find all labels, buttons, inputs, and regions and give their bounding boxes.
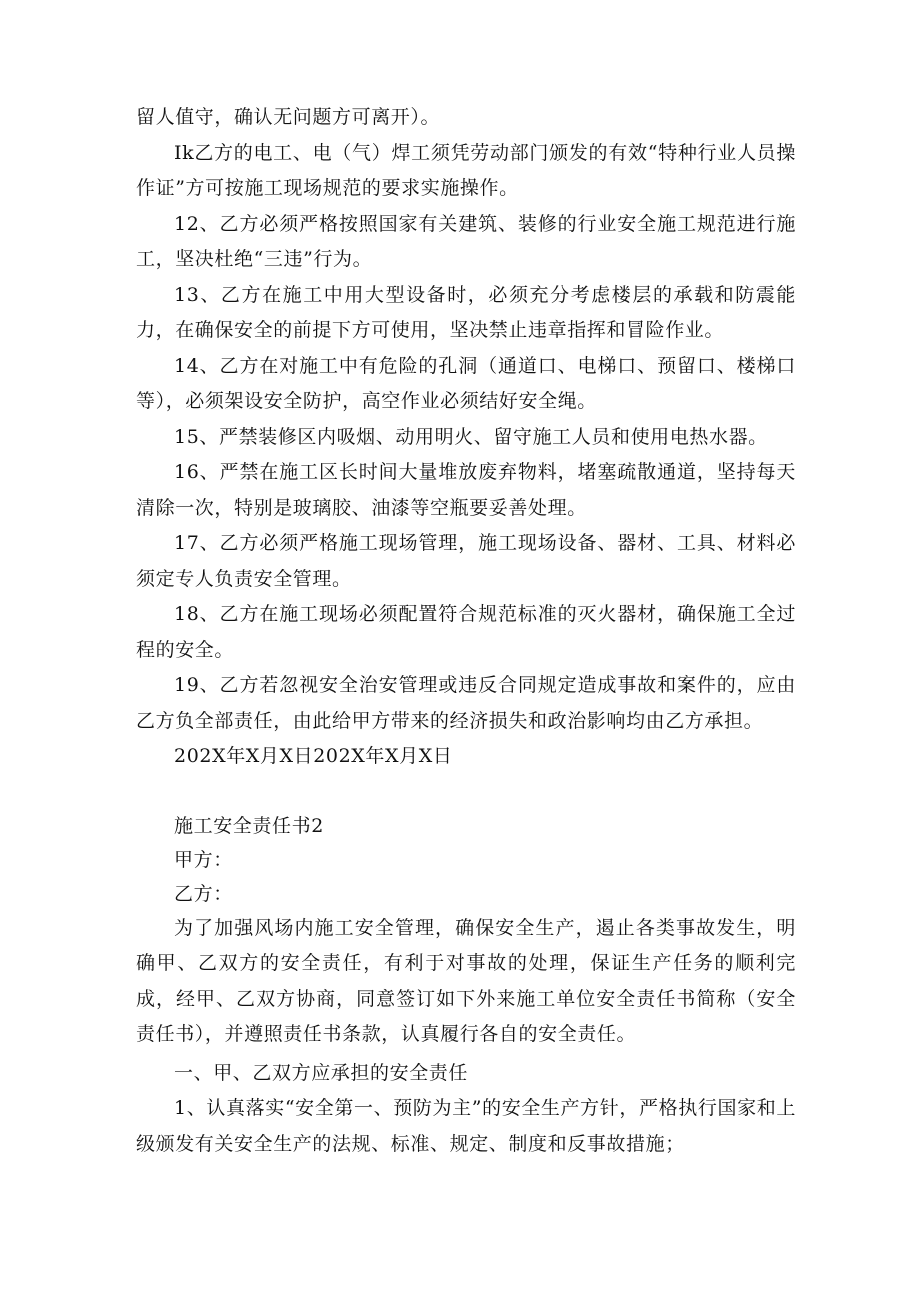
paragraph: 17、乙方必须严格施工现场管理，施工现场设备、器材、工具、材料必须定专人负责安全管理。 <box>136 532 796 590</box>
paragraph: 13、乙方在施工中用大型设备时，必须充分考虑楼层的承载和防震能力，在确保安全的前提下方可使用，坚决禁止违章指挥和冒险作业。 <box>136 283 796 341</box>
section-title: 施工安全责任书2 <box>174 814 324 837</box>
spacer <box>136 775 796 809</box>
paragraph: 19、乙方若忽视安全治安管理或违反合同规定造成事故和案件的，应由乙方负全部责任，由此给甲方带来的经济损失和政治影响均由乙方承担。 <box>136 674 796 732</box>
document-page <box>136 100 796 1162</box>
signature-dates: 202X年X月X日202X年X月X日 <box>174 745 453 767</box>
paragraph: 16、严禁在施工区长时间大量堆放废弃物料，堵塞疏散通道，坚持每天清除一次，特别是玻璃胶、油漆等空瓶要妥善处理。 <box>136 461 796 519</box>
party-a-label: 甲方： <box>174 848 233 871</box>
paragraph: 15、严禁装修区内吸烟、动用明火、留守施工人员和使用电热水器。 <box>174 425 768 448</box>
paragraph: 12、乙方必须严格按照国家有关建筑、装修的行业安全施工规范进行施工，坚决杜绝“三违”行为。 <box>136 212 796 270</box>
party-b-label: 乙方： <box>174 882 233 905</box>
paragraph: 14、乙方在对施工中有危险的孔洞（通道口、电梯口、预留口、楼梯口等），必须架设安全防护，高空作业必须结好安全绳。 <box>136 354 796 412</box>
paragraph: 留人值守，确认无问题方可离开）。 <box>136 106 441 128</box>
paragraph: 1、认真落实“安全第一、预防为主”的安全生产方针，严格执行国家和上级颁发有关安全生产的法规、标准、规定、制度和反事故措施； <box>136 1097 796 1155</box>
paragraph: Ik乙方的电工、电（气）焊工须凭劳动部门颁发的有效“特种行业人员操作证”方可按施工现场规范的要求实施操作。 <box>136 141 796 199</box>
section-heading: 一、甲、乙双方应承担的安全责任 <box>174 1061 469 1084</box>
paragraph: 18、乙方在施工现场必须配置符合规范标准的灭火器材，确保施工全过程的安全。 <box>136 603 796 661</box>
intro-paragraph: 为了加强风场内施工安全管理，确保安全生产，遏止各类事故发生，明确甲、乙双方的安全责任，有利于对事故的处理，保证生产任务的顺利完成，经甲、乙双方协商，同意签订如下外来施工单位安全责任书简称（安全责任书），并遵照责任书条款，认真履行各自的安全责任。 <box>136 916 796 1045</box>
